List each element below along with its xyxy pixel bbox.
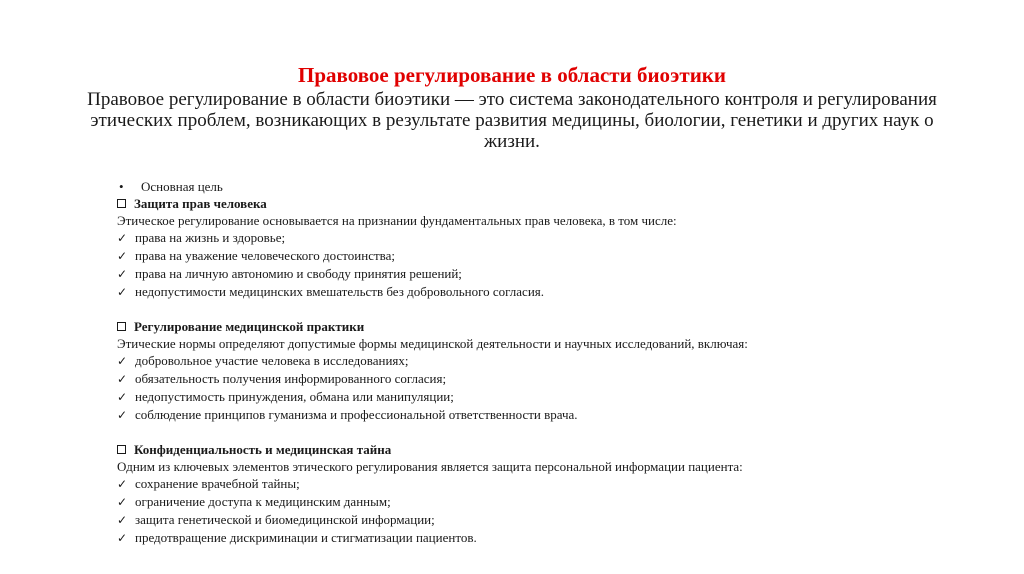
list-item: [117, 229, 917, 247]
checkmark-icon: ✓: [117, 249, 128, 263]
list-item: [117, 352, 917, 370]
list-item-text: соблюдение принципов гуманизма и профессиональной ответственности врача.: [135, 407, 578, 422]
checkbox-icon: [117, 322, 126, 331]
list-item-text: защита генетической и биомедицинской информации;: [135, 512, 435, 527]
checkmark-icon: ✓: [117, 354, 128, 368]
page-title: Правовое регулирование в области биоэтики: [298, 63, 726, 87]
content-body: [117, 178, 917, 547]
section-heading-text: Регулирование медицинской практики: [134, 319, 365, 334]
section-lead: Этическое регулирование основывается на признании фундаментальных прав человека, в том числе:: [117, 213, 677, 228]
checkbox-icon: [117, 199, 126, 208]
list-item: [117, 529, 917, 547]
list-item-text: обязательность получения информированного согласия;: [135, 371, 447, 386]
checkmark-icon: ✓: [117, 408, 128, 422]
main-goal-label: Основная цель: [141, 179, 223, 194]
section-spacer: [117, 301, 917, 318]
list-item: [117, 265, 917, 283]
section-heading-text: Конфиденциальность и медицинская тайна: [134, 442, 392, 457]
bullet-icon: •: [119, 179, 124, 194]
list-item: [117, 283, 917, 301]
list-item: [117, 406, 917, 424]
checkmark-icon: ✓: [117, 267, 128, 281]
list-item: [117, 511, 917, 529]
section-lead: Одним из ключевых элементов этического регулирования является защита персональной информации пациента:: [117, 459, 743, 474]
main-goal-line: [117, 178, 917, 195]
list-item-text: недопустимости медицинских вмешательств без добровольного согласия.: [135, 284, 545, 299]
list-item-text: предотвращение дискриминации и стигматизации пациентов.: [135, 530, 477, 545]
checkmark-icon: ✓: [117, 231, 128, 245]
list-item-text: сохранение врачебной тайны;: [135, 476, 300, 491]
list-item: [117, 493, 917, 511]
list-item-text: недопустимость принуждения, обмана или манипуляции;: [135, 389, 454, 404]
list-item: [117, 475, 917, 493]
intro-paragraph: Правовое регулирование в области биоэтики — это система законодательного контроля и регулирования этических проблем, возникающих в результате развития медицины, биологии, генетики и других наук о жизни.: [87, 89, 937, 152]
section-spacer: [117, 424, 917, 441]
checkmark-icon: ✓: [117, 390, 128, 404]
section-heading: [117, 318, 917, 335]
section-lead: Этические нормы определяют допустимые формы медицинской деятельности и научных исследований, включая:: [117, 336, 748, 351]
list-item-text: права на уважение человеческого достоинства;: [135, 248, 395, 263]
checkmark-icon: ✓: [117, 531, 128, 545]
list-item-text: права на жизнь и здоровье;: [135, 230, 286, 245]
section-heading-text: Защита прав человека: [134, 196, 267, 211]
list-item: [117, 370, 917, 388]
list-item-text: права на личную автономию и свободу принятия решений;: [135, 266, 462, 281]
section-heading: [117, 441, 917, 458]
checkmark-icon: ✓: [117, 372, 128, 386]
list-item: [117, 388, 917, 406]
checkmark-icon: ✓: [117, 495, 128, 509]
list-item: [117, 247, 917, 265]
list-item-text: ограничение доступа к медицинским данным;: [135, 494, 391, 509]
checkbox-icon: [117, 445, 126, 454]
list-item-text: добровольное участие человека в исследованиях;: [135, 353, 409, 368]
section-heading: [117, 195, 917, 212]
checkmark-icon: ✓: [117, 477, 128, 491]
checkmark-icon: ✓: [117, 285, 128, 299]
checkmark-icon: ✓: [117, 513, 128, 527]
